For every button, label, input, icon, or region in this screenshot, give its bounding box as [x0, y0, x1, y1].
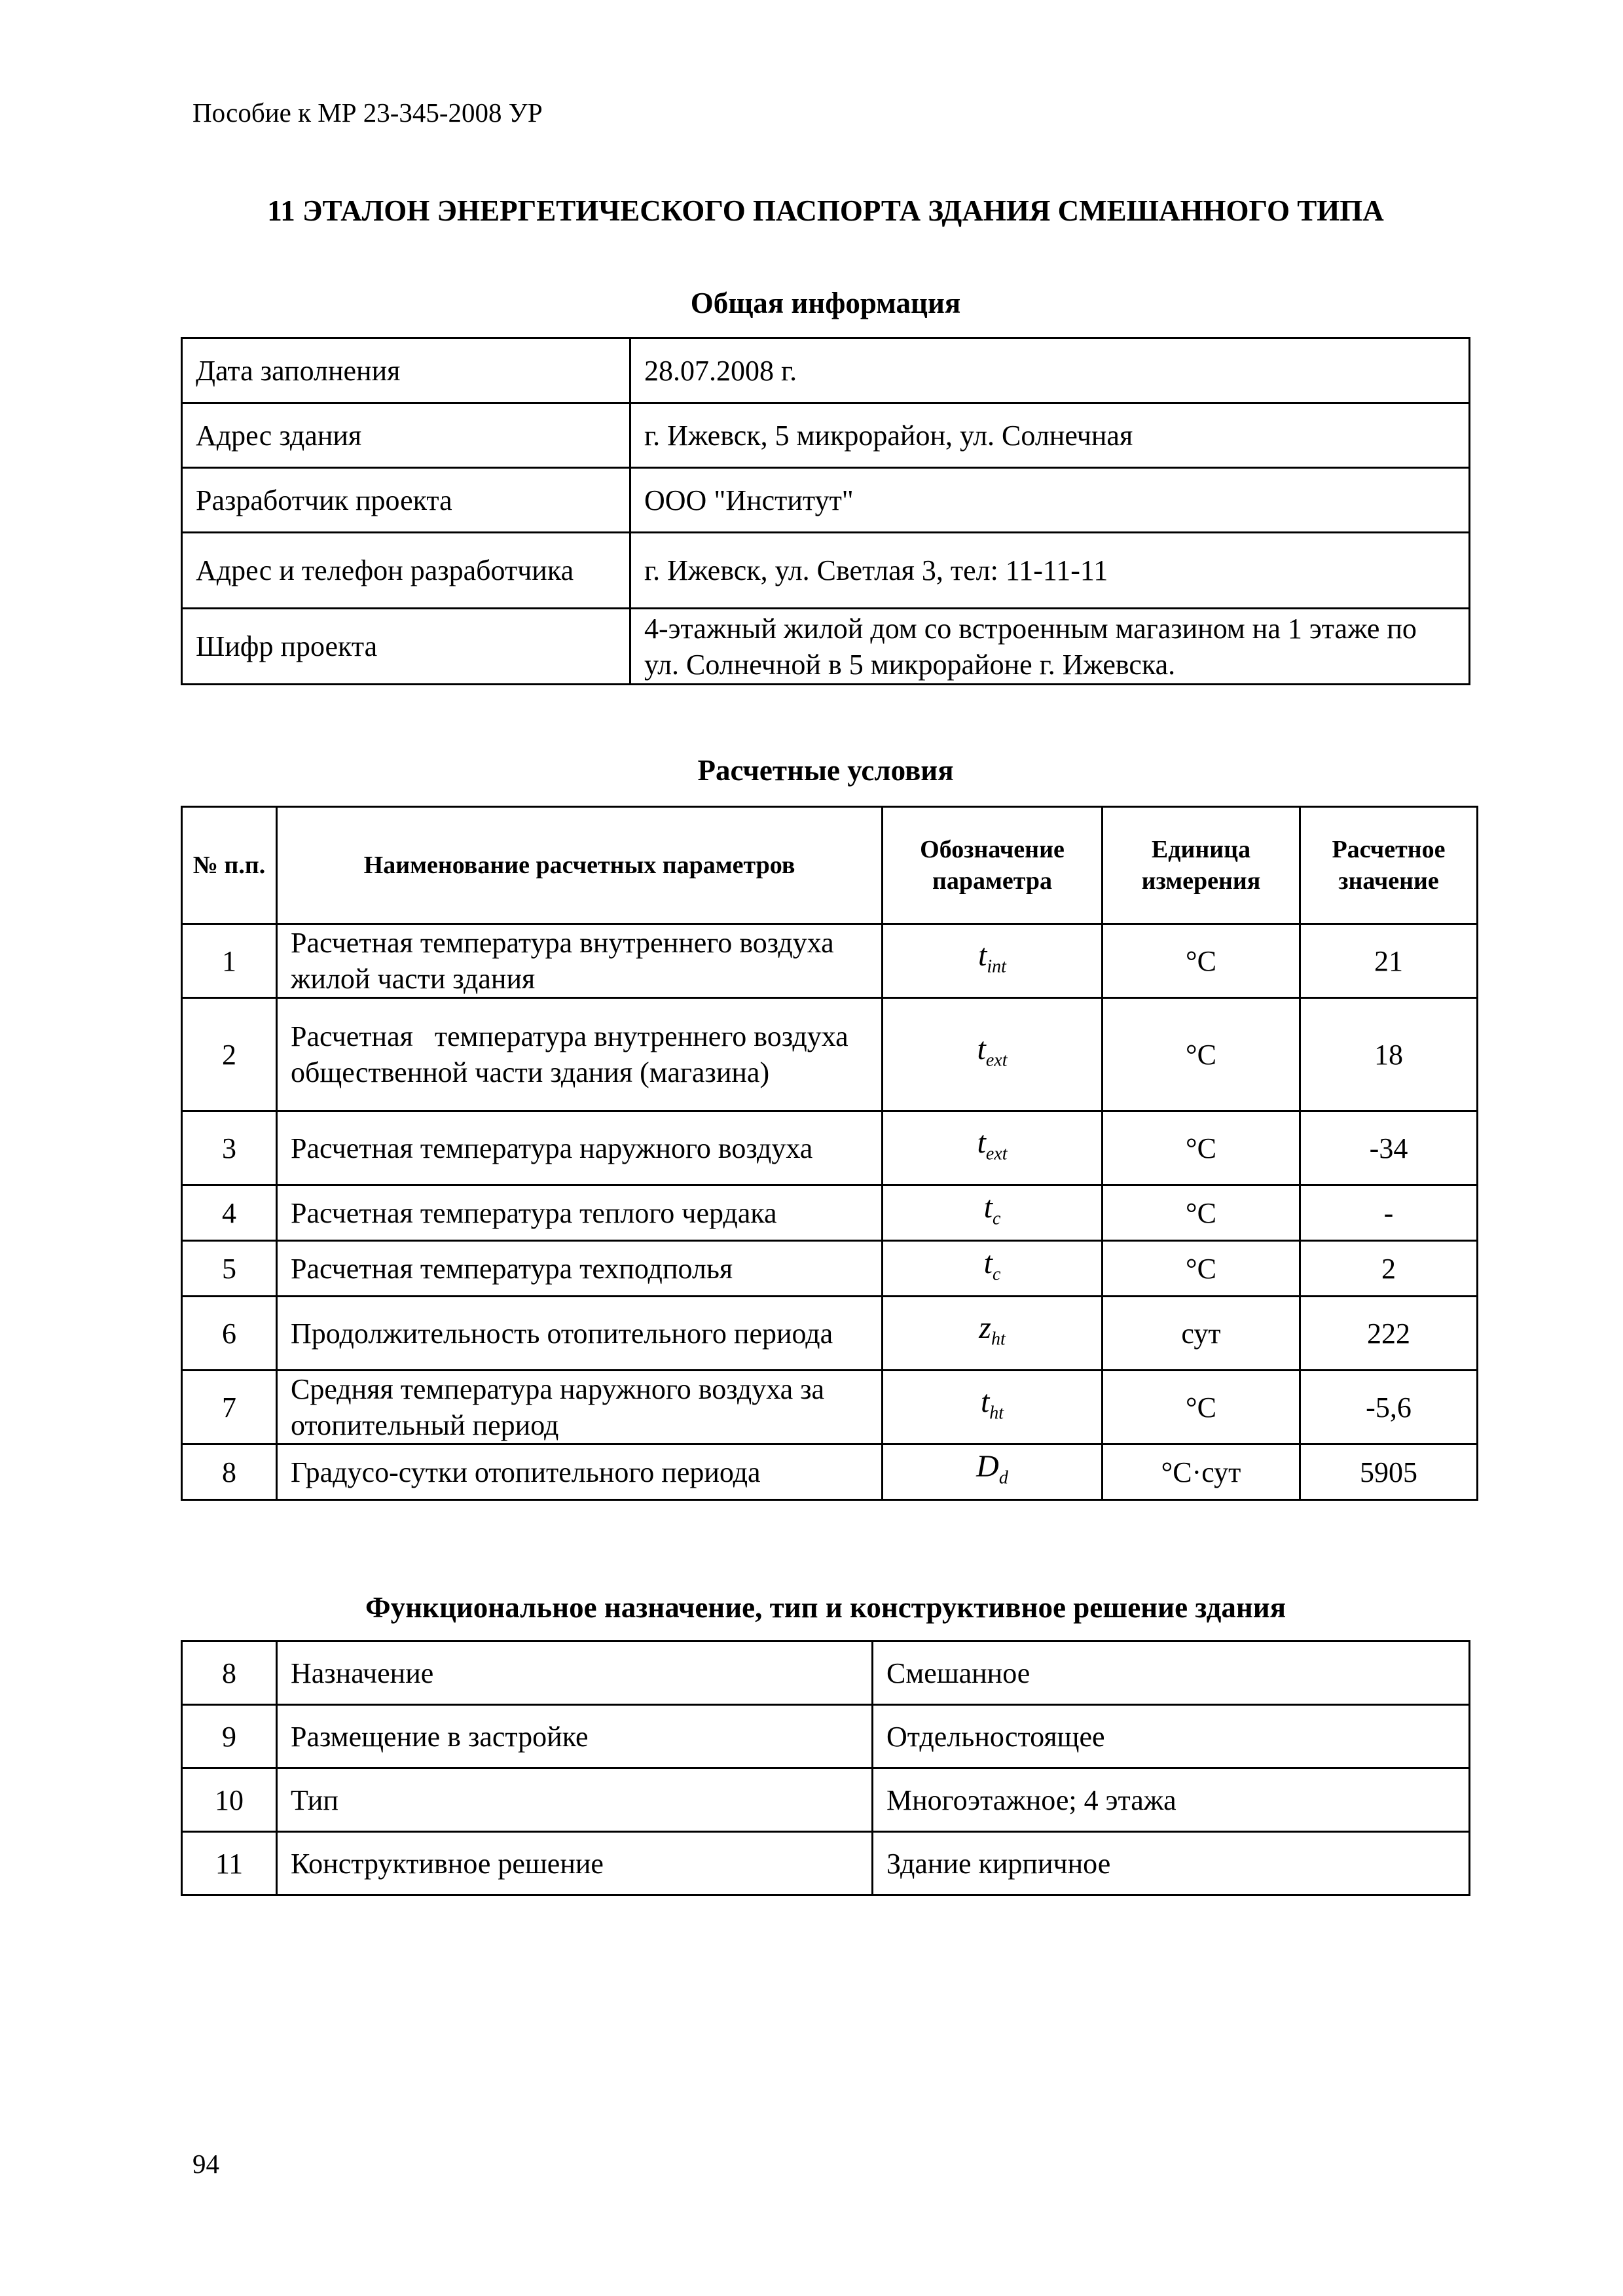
param-unit: °С [1103, 1371, 1300, 1444]
param-name: Продолжительность отопительного периода [277, 1297, 883, 1371]
table-row [182, 1371, 1478, 1444]
param-symbol: $t_{ht}$ [883, 1371, 1103, 1444]
field-label: Назначение [277, 1641, 873, 1705]
param-name: Расчетная температура теплого чердака [277, 1185, 883, 1241]
field-label: Разработчик проекта [182, 468, 630, 533]
param-name: Расчетная температура внутреннего воздуха общественной части здания (магазина) [277, 998, 883, 1111]
field-value: 4-этажный жилой дом со встроенным магазином на 1 этаже по ул. Солнечной в 5 микрорайоне г. Ижевска. [630, 609, 1470, 685]
field-label: Конструктивное решение [277, 1832, 873, 1895]
param-name: Расчетная температура внутреннего воздуха жилой части здания [277, 924, 883, 998]
table-row [182, 924, 1478, 998]
row-number: 5 [182, 1241, 277, 1297]
field-value: Отдельностоящее [873, 1705, 1470, 1768]
table-row [182, 609, 1470, 685]
param-symbol: $t_{ext}$ [883, 1111, 1103, 1185]
field-label: Адрес и телефон разработчика [182, 533, 630, 609]
table-row [182, 998, 1478, 1111]
param-symbol: $t_c$ [883, 1185, 1103, 1241]
table-row [182, 533, 1470, 609]
field-label: Адрес здания [182, 403, 630, 468]
param-unit: °С [1103, 924, 1300, 998]
param-name: Расчетная температура наружного воздуха [277, 1111, 883, 1185]
row-number: 9 [182, 1705, 277, 1768]
param-symbol: $t_{int}$ [883, 924, 1103, 998]
document-title: 11 ЭТАЛОН ЭНЕРГЕТИЧЕСКОГО ПАСПОРТА ЗДАНИЯ СМЕШАННОГО ТИПА [267, 194, 1384, 227]
column-header-value: Расчетное значение [1300, 807, 1478, 924]
field-value: Смешанное [873, 1641, 1470, 1705]
param-symbol: $t_{ext}$ [883, 998, 1103, 1111]
table-row [182, 1297, 1478, 1371]
param-symbol: $D_d$ [883, 1444, 1103, 1500]
table-row [182, 1241, 1478, 1297]
param-value: - [1300, 1185, 1478, 1241]
param-unit: °С [1103, 998, 1300, 1111]
param-value: 222 [1300, 1297, 1478, 1371]
field-label: Размещение в застройке [277, 1705, 873, 1768]
param-unit: °С [1103, 1111, 1300, 1185]
param-symbol: $t_c$ [883, 1241, 1103, 1297]
general-info-table [181, 337, 1470, 685]
page-header: Пособие к МР 23-345-2008 УР [192, 98, 543, 128]
function-heading: Функциональное назначение, тип и конструктивное решение здания [365, 1591, 1286, 1624]
field-value: 28.07.2008 г. [630, 338, 1470, 403]
table-row [182, 1444, 1478, 1500]
conditions-heading: Расчетные условия [697, 754, 954, 787]
table-row [182, 468, 1470, 533]
page-number: 94 [192, 2149, 219, 2179]
param-value: 5905 [1300, 1444, 1478, 1500]
row-number: 7 [182, 1371, 277, 1444]
field-value: Многоэтажное; 4 этажа [873, 1768, 1470, 1832]
row-number: 11 [182, 1832, 277, 1895]
row-number: 3 [182, 1111, 277, 1185]
conditions-table [181, 806, 1478, 1501]
header-row [182, 807, 1478, 924]
param-name: Средняя температура наружного воздуха за отопительный период [277, 1371, 883, 1444]
row-number: 8 [182, 1444, 277, 1500]
row-number: 6 [182, 1297, 277, 1371]
table-row [182, 1111, 1478, 1185]
row-number: 10 [182, 1768, 277, 1832]
param-value: -5,6 [1300, 1371, 1478, 1444]
field-value: г. Ижевск, ул. Светлая 3, тел: 11-11-11 [630, 533, 1470, 609]
row-number: 2 [182, 998, 277, 1111]
param-unit: °С [1103, 1241, 1300, 1297]
column-header-number: № п.п. [182, 807, 277, 924]
table-row [182, 1705, 1470, 1768]
table-row [182, 1832, 1470, 1895]
table-row [182, 1641, 1470, 1705]
param-value: 18 [1300, 998, 1478, 1111]
field-label: Тип [277, 1768, 873, 1832]
field-value: Здание кирпичное [873, 1832, 1470, 1895]
table-row [182, 1185, 1478, 1241]
param-symbol: $z_{ht}$ [883, 1297, 1103, 1371]
param-value: -34 [1300, 1111, 1478, 1185]
row-number: 4 [182, 1185, 277, 1241]
param-name: Расчетная температура техподполья [277, 1241, 883, 1297]
param-unit: °С·сут [1103, 1444, 1300, 1500]
param-name: Градусо-сутки отопительного периода [277, 1444, 883, 1500]
param-value: 21 [1300, 924, 1478, 998]
column-header-symbol: Обозначение параметра [883, 807, 1103, 924]
table-row [182, 403, 1470, 468]
param-unit: °С [1103, 1185, 1300, 1241]
table-row [182, 1768, 1470, 1832]
param-unit: сут [1103, 1297, 1300, 1371]
field-label: Шифр проекта [182, 609, 630, 685]
field-value: ООО "Институт" [630, 468, 1470, 533]
field-value: г. Ижевск, 5 микрорайон, ул. Солнечная [630, 403, 1470, 468]
table-row [182, 338, 1470, 403]
general-info-heading: Общая информация [690, 287, 961, 319]
row-number: 8 [182, 1641, 277, 1705]
field-label: Дата заполнения [182, 338, 630, 403]
row-number: 1 [182, 924, 277, 998]
column-header-name: Наименование расчетных параметров [277, 807, 883, 924]
param-value: 2 [1300, 1241, 1478, 1297]
function-table [181, 1640, 1470, 1896]
column-header-unit: Единица измерения [1103, 807, 1300, 924]
